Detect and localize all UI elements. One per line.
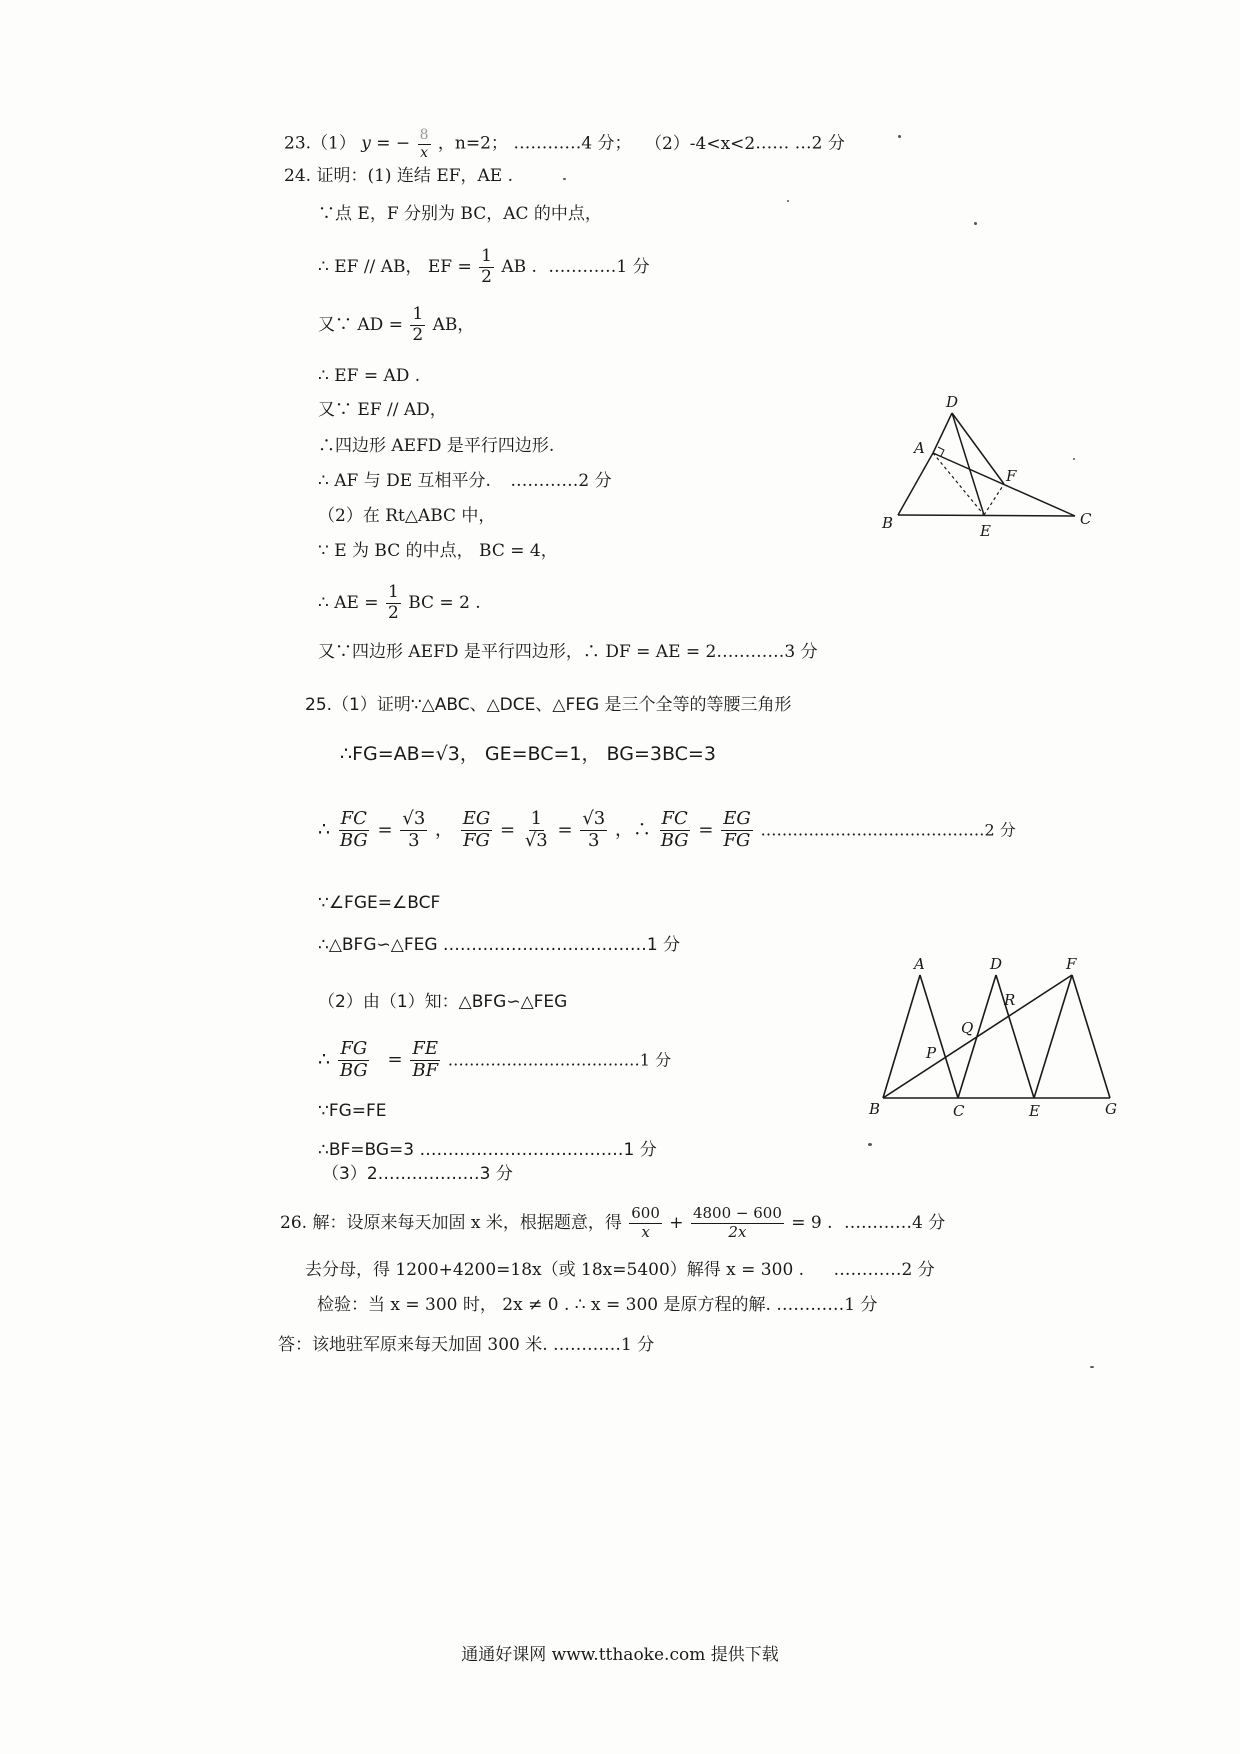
half-den: 2 [481, 266, 492, 287]
scan-speck [1073, 458, 1075, 460]
frac-4800-600-2x [691, 1206, 784, 1241]
equals: = [698, 819, 714, 841]
q25-line-2 [340, 745, 716, 764]
q24-line-9: （2）在 Rt△ABC 中， [318, 506, 496, 526]
frac-num: FG [340, 1038, 368, 1059]
scan-speck [1090, 1366, 1094, 1368]
label-B: B [882, 514, 894, 532]
q26-line-3: 检验：当 x = 300 时， 2x ≠ 0 . ∴ x = 300 是原方程的解. …………1 分 [317, 1295, 878, 1315]
half-fraction [479, 248, 494, 287]
q25-line-7 [318, 1040, 671, 1081]
frac-num: FC [661, 808, 688, 829]
q24-line-10: ∵ E 为 BC 的中点， BC = 4， [318, 541, 558, 561]
frac-num: √3 [402, 808, 426, 829]
q25-l2b: ， GE=BC=1， BG=3BC=3 [459, 743, 716, 765]
frac-FG-BG [338, 1040, 370, 1081]
q24-line-8 [318, 473, 612, 490]
q23-frac-num: 8 [419, 127, 429, 143]
q24-line-7: ∴四边形 AEFD 是平行四边形. [318, 436, 555, 456]
q25-line-1: 25.（1）证明∵△ABC、△DCE、△FEG 是三个全等的等腰三角形 [305, 695, 792, 715]
label-R: R [1004, 991, 1016, 1009]
q26-l1b: = 9 . [791, 1212, 833, 1233]
plus: + [669, 1212, 684, 1233]
frac-FC-BG [338, 810, 370, 851]
scan-speck [868, 1143, 872, 1146]
q26-score2: …………2 分 [833, 1260, 935, 1280]
therefore: ∴ [318, 1048, 331, 1071]
scan-speck [974, 222, 977, 225]
seg-FG [1072, 975, 1110, 1098]
seg-BC [898, 515, 1075, 516]
seg-AE [933, 453, 984, 515]
q24-line-4 [318, 306, 474, 345]
q24-line-6: 又∵ EF // AD， [318, 400, 447, 420]
q25-score-c: ………………………………1 分 [447, 1050, 672, 1070]
label-G: G [1105, 1100, 1117, 1118]
label-C: C [953, 1102, 965, 1120]
q23-label: 23.（1） [284, 133, 356, 154]
q23-fraction [418, 128, 431, 160]
q24-score1: …………1 分 [548, 256, 650, 277]
frac-den: BG [339, 829, 368, 851]
frac-EG-FG [461, 810, 493, 851]
label-D: D [990, 955, 1003, 973]
q24-l11b: BC = 2 . [408, 592, 481, 613]
seg-BA [883, 975, 920, 1098]
frac-num: 1 [530, 808, 543, 829]
frac-den: x [641, 1222, 650, 1241]
q24-line-5: ∴ EF = AD . [318, 366, 421, 386]
q25-line-3 [318, 810, 1016, 851]
frac-den: √3 [524, 829, 548, 851]
q24-l3a: ∴ EF // AB， EF = [318, 256, 472, 277]
q24-l4b: AB， [432, 314, 475, 335]
half-num: 1 [412, 304, 424, 324]
q26-line-1 [280, 1206, 945, 1241]
therefore-mid: ，∴ [614, 819, 651, 841]
q26-line-4: 答：该地驻军原来每天加固 300 米. …………1 分 [278, 1335, 655, 1355]
q25-line-8: ∵FG=FE [318, 1101, 387, 1121]
label-E: E [980, 522, 991, 540]
equals: = [377, 819, 393, 841]
q26-line-2 [305, 1262, 935, 1279]
half-den: 2 [412, 324, 424, 345]
q23-eq: y = − [361, 133, 411, 154]
half-fraction [410, 306, 425, 345]
scan-speck [563, 178, 566, 180]
label-C: C [1080, 510, 1092, 528]
scan-speck [898, 135, 901, 138]
q25-l2a: ∴FG=AB= [340, 743, 436, 765]
half-den: 2 [387, 602, 399, 623]
seg-BA [898, 453, 933, 515]
seg-AD [933, 413, 952, 453]
q23-part2: （2）-4<x<2 [644, 133, 756, 154]
q26-l1a: 26. 解：设原来每天加固 x 米，根据题意，得 [280, 1212, 622, 1233]
q26-score1: …………4 分 [843, 1212, 946, 1233]
label-D: D [946, 395, 959, 411]
q25-line-5: ∴△BFG∽△FEG ………………………………1 分 [318, 935, 681, 955]
equals: = [557, 819, 573, 841]
seg-BF [883, 975, 1072, 1098]
half-fraction [386, 584, 401, 623]
frac-EG-FG [721, 810, 753, 851]
footer-credit: 通通好课网 www.tthaoke.com 提供下载 [461, 1645, 779, 1665]
seg-EF [984, 484, 1004, 515]
label-F: F [1006, 467, 1017, 485]
label-E: E [1029, 1102, 1040, 1120]
frac-600-x [629, 1206, 662, 1241]
q23-frac-den: x [420, 144, 428, 161]
q24-line-1: 24. 证明：(1) 连结 EF，AE . [284, 166, 514, 186]
frac-1-sqrt3 [523, 810, 550, 851]
equals: = [387, 1049, 403, 1071]
half-num: 1 [481, 246, 492, 266]
frac-num: FC [340, 808, 367, 829]
q24-l8: ∴ AF 与 DE 互相平分. [318, 471, 491, 491]
frac-FC-BG [659, 810, 691, 851]
q23-line [284, 128, 845, 160]
label-P: P [926, 1044, 937, 1062]
q24-score2: …………2 分 [510, 471, 612, 491]
frac-den: BF [412, 1059, 439, 1081]
q24-line-11 [318, 584, 481, 623]
frac-den: BG [339, 1059, 368, 1081]
q24-figure [870, 395, 1100, 545]
comma: ， [435, 819, 453, 841]
q25-figure [865, 955, 1125, 1120]
label-F: F [1066, 955, 1077, 973]
q25-line-10: （3）2………………3 分 [322, 1164, 513, 1184]
frac-num: 600 [631, 1204, 660, 1222]
q24-l3b: AB . [501, 256, 537, 277]
q26-l2: 去分母，得 1200+4200=18x（或 18x=5400）解得 x = 300 . [305, 1260, 805, 1280]
frac-den: 3 [588, 829, 600, 851]
frac-num: √3 [582, 808, 606, 829]
frac-num: EG [462, 808, 491, 829]
q23-score1: …………4 分； [513, 133, 632, 154]
frac-den: BG [660, 829, 689, 851]
sqrt3: √3 [435, 743, 460, 765]
q23-n: ，n=2； [437, 133, 508, 154]
frac-num: FE [412, 1038, 439, 1059]
q24-line-12: 又∵四边形 AEFD 是平行四边形，∴ DF = AE = 2…………3 分 [318, 642, 818, 662]
q24-l11a: ∴ AE = [318, 592, 379, 613]
label-Q: Q [961, 1019, 974, 1037]
q25-line-4: ∵∠FGE=∠BCF [318, 893, 441, 913]
equals: = [500, 819, 516, 841]
frac-sqrt3-3 [580, 810, 607, 851]
frac-den: FG [463, 829, 490, 851]
frac-FE-BF [410, 1040, 440, 1081]
q24-line-3 [318, 248, 650, 287]
seg-EF [1034, 975, 1072, 1098]
right-angle-mark [938, 447, 944, 456]
q24-l4a: 又∵ AD = [318, 314, 403, 335]
frac-sqrt3-3 [400, 810, 427, 851]
q25-line-9: ∴BF=BG=3 ………………………………1 分 [318, 1140, 657, 1160]
half-num: 1 [387, 582, 399, 602]
frac-den: FG [723, 829, 751, 851]
frac-num: EG [723, 808, 751, 829]
seg-AC [920, 975, 958, 1098]
label-A: A [914, 955, 925, 973]
frac-den: 3 [408, 829, 420, 851]
frac-num: 4800 − 600 [692, 1204, 782, 1222]
q25-score-a: ……………………………………2 分 [760, 820, 1016, 840]
frac-den: 2x [728, 1222, 747, 1241]
label-B: B [869, 1100, 881, 1118]
q23-score2: …… …2 分 [755, 133, 845, 154]
q24-line-2: ∵点 E，F 分别为 BC，AC 的中点， [318, 204, 602, 224]
q25-line-6: （2）由（1）知：△BFG∽△FEG [318, 992, 568, 1012]
label-A: A [914, 439, 925, 457]
scan-speck [787, 200, 789, 202]
therefore: ∴ [318, 818, 331, 841]
